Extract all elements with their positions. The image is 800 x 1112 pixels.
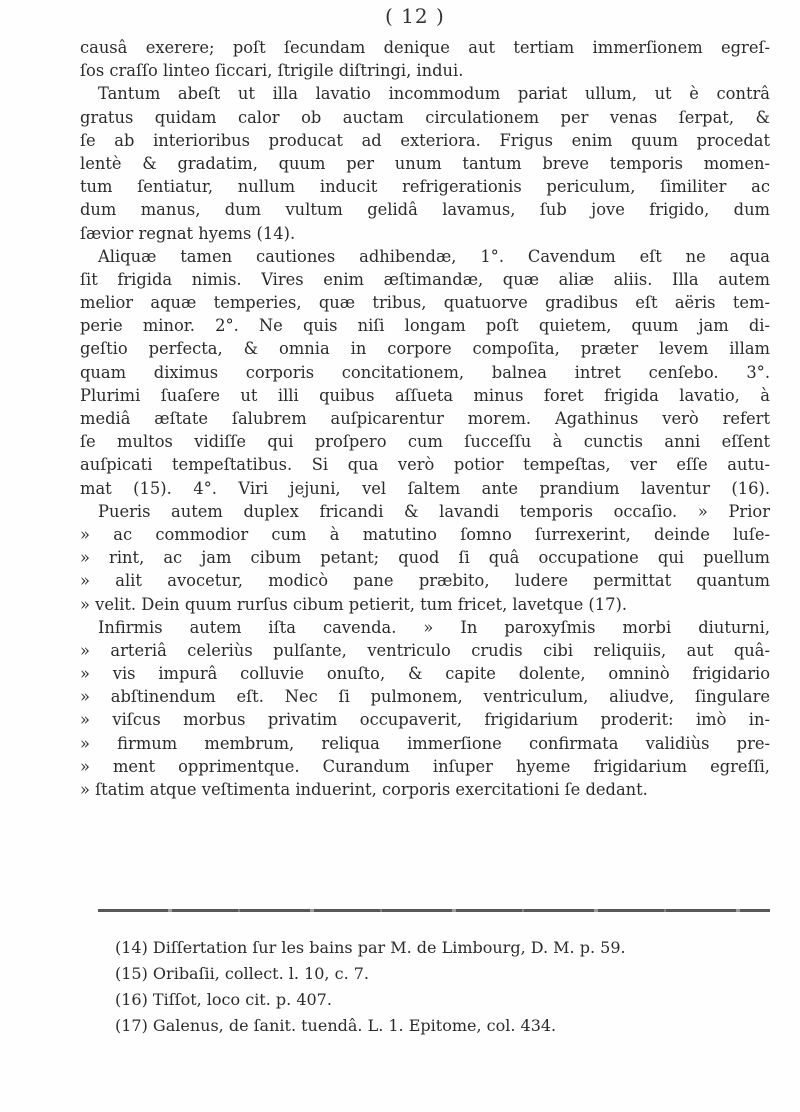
footnote: (17) Galenus, de ſanit. tuendâ. L. 1. Epitome, col. 434. [115, 1016, 557, 1035]
text-line: causâ exerere; poſt ſecundam denique aut tertiam immerſionem egreſ- [80, 38, 770, 57]
text-line: ſe ab interioribus producat ad exteriora. Frigus enim quum procedat [80, 130, 770, 150]
text-line: Plurimi ſuaſere ut illi quibus aſſueta minus foret frigida lavatio, à [80, 385, 770, 405]
text-line: » firmum membrum, reliqua immerſione confirmata validiùs pre- [80, 733, 770, 753]
text-line: ſit frigida nimis. Vires enim æſtimandæ, quæ aliæ aliis. Illa autem [80, 269, 770, 289]
text-line: » ac commodior cum à matutino ſomno ſurrexerint, deinde luſe- [80, 524, 770, 544]
text-line: mediâ æſtate ſalubrem auſpicarentur morem. Agathinus verò refert [80, 409, 770, 428]
footnotes [115, 935, 755, 1039]
text-line: tum ſentiatur, nullum inducit refrigerationis periculum, ſimiliter ac [80, 177, 770, 197]
text-line: » vis impurâ colluvie onuſto, & capite dolente, omninò frigidario [80, 664, 770, 684]
text-line: » alit avocetur, modicò pane præbito, ludere permittat quantum [80, 571, 770, 591]
text-line: ſe multos vidiſſe qui proſpero cum ſucceſſu à cunctis anni eſſent [80, 432, 770, 452]
text-line: quam diximus corporis concitationem, balnea intret cenſebo. 3°. [80, 362, 770, 382]
text-line: Pueris autem duplex fricandi & lavandi temporis occaſio. » Prior [98, 501, 770, 521]
footnote: (16) Tiſſot, loco cit. p. 407. [115, 990, 332, 1009]
footnote: (15) Oribaſii, collect. l. 10, c. 7. [115, 964, 369, 983]
text-line: ſos craſſo linteo ſiccari, ſtrigile diſtringi, indui. [80, 61, 464, 81]
text-line: » velit. Dein quum rurſus cibum petierit, tum fricet, lavetque (17). [80, 594, 628, 614]
text-line: » arteriâ celeriùs pulſante, ventriculo crudis cibi reliquiis, aut quâ- [80, 640, 770, 660]
text-line: » ment opprimentque. Curandum inſuper hyeme frigidarium egreſſi, [80, 756, 770, 776]
footnote-divider [98, 909, 770, 912]
page-number: ( 12 ) [385, 4, 445, 28]
text-line: Tantum abeſt ut illa lavatio incommodum pariat ullum, ut è contrâ [98, 84, 770, 104]
text-line: Infirmis autem iſta cavenda. » In paroxyſmis morbi diuturni, [98, 617, 770, 637]
text-line: auſpicati tempeſtatibus. Si qua verò potior tempeſtas, ver eſſe autu- [80, 455, 770, 475]
text-line: melior aquæ temperies, quæ tribus, quatuorve gradibus eſt aëris tem- [80, 293, 770, 313]
footnote: (14) Diſſertation ſur les bains par M. de Limbourg, D. M. p. 59. [115, 938, 626, 957]
text-line: lentè & gradatim, quum per unum tantum breve temporis momen- [80, 153, 770, 173]
text-line: » viſcus morbus privatim occupaverit, frigidarium proderit: imò in- [80, 710, 770, 730]
text-line: dum manus, dum vultum gelidâ lavamus, ſub jove frigido, dum [80, 200, 770, 220]
text-line: Aliquæ tamen cautiones adhibendæ, 1°. Cavendum eſt ne aqua [98, 246, 770, 266]
text-line: geſtio perfecta, & omnia in corpore compoſita, præter levem illam [80, 339, 770, 359]
text-line: gratus quidam calor ob auctam circulationem per venas ſerpat, & [80, 107, 770, 127]
text-line: mat (15). 4°. Viri jejuni, vel ſaltem ante prandium laventur (16). [80, 478, 770, 498]
text-line: ſævior regnat hyems (14). [80, 223, 296, 243]
text-line: perie minor. 2°. Ne quis niſi longam poſt quietem, quum jam di- [80, 316, 770, 336]
text-line: » ſtatim atque veſtimenta induerint, corporis exercitationi ſe dedant. [80, 780, 648, 799]
text-line: » rint, ac jam cibum petant; quod ſi quâ occupatione qui puellum [80, 548, 770, 568]
text-line: » abſtinendum eſt. Nec ſi pulmonem, ventriculum, aliudve, ſingulare [80, 687, 770, 707]
body-text [80, 36, 770, 801]
